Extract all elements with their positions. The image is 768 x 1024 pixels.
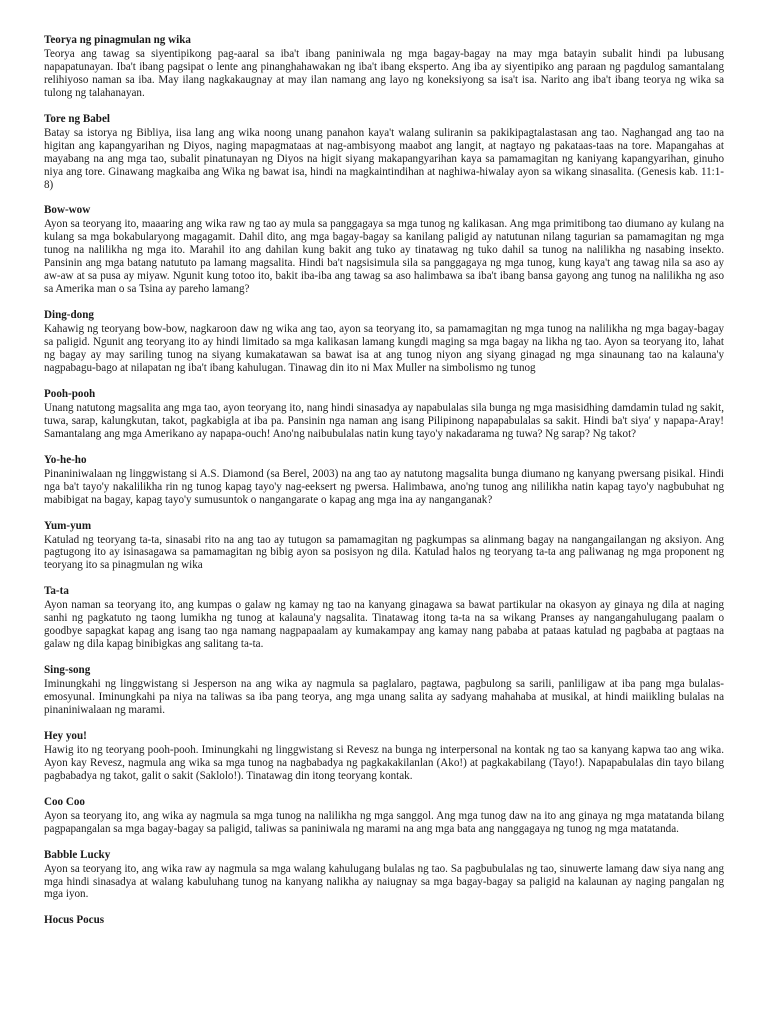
section-heading: Tore ng Babel	[44, 112, 110, 125]
section-hey-you	[44, 730, 724, 783]
section-tore-ng-babel	[44, 113, 724, 192]
section-heading: Coo Coo	[44, 795, 85, 808]
section-body: Iminungkahi ng linggwistang si Jesperson na ang wika ay nagmula sa paglalaro, pagtawa, pagbulong sa sarili, panliligaw at iba pang mga bulalas-emosyunal. Iminungkahi pa niya na taliwas sa iba pang teorya, ang mga unang salita ay sadyang mahahaba at musikal, at hindi maiikling bulalas na pinaniniwalaan ng marami.	[44, 678, 724, 716]
section-pooh-pooh	[44, 388, 724, 441]
section-heading: Yo-he-ho	[44, 453, 87, 466]
section-ding-dong	[44, 309, 724, 375]
section-yo-he-ho	[44, 454, 724, 507]
section-heading: Sing-song	[44, 664, 91, 677]
section-ta-ta	[44, 585, 724, 651]
section-body: Teorya ang tawag sa siyentipikong pag-aaral sa iba't ibang paniniwala ng mga bagay-bagay na may mga batayin subalit hindi pa lubusang napapatunayan. Iba't ibang pagsipat o lente ang pinanghahawakan ng iba't ibang eksperto. Ang iba ay siyentipiko ang paraan ng pagdulog samantalang relihiyoso naman sa iba. May ilang nagkakaugnay at may ilan namang ang layo ng koneksiyong sa isa't isa. Narito ang iba't ibang teorya ng wika sa tulong ng talahanayan.	[44, 47, 724, 99]
section-body: Hawig ito ng teoryang pooh-pooh. Iminungkahi ng linggwistang si Revesz na bunga ng interpersonal na kontak ng tao sa kanyang kapwa tao ang wika. Ayon kay Revesz, nagmula ang wika sa mga tunog na nagbabadya ng pagkakakilanlan (Ako!) at pagkakabilang (Tayo!). Napapabulalas din tayo bilang pagbabadya ng takot, galit o sakit (Saklolo!). Tinatawag din itong teoryang kontak.	[44, 743, 724, 782]
section-body: Unang natutong magsalita ang mga tao, ayon teoryang ito, nang hindi sinasadya ay napabulalas sila bunga ng mga masisidhing damdamin tulad ng sakit, tuwa, sarap, kalungkutan, takot, pagkabigla at iba pa. Pansinin nga naman ang isang Pilipinong napapabulalas sa sakit. Hindi ba't siya' y napapa-Aray! Samantalang ang mga Amerikano ay napapa-ouch! Ano'ng naibubulalas natin kung tayo'y nakadarama ng tuwa? Ng sarap? Ng takot?	[44, 401, 724, 440]
section-body: Kahawig ng teoryang bow-bow, nagkaroon daw ng wika ang tao, ayon sa teoryang ito, sa pamamagitan ng mga tunog na nalilikha ng mga bagay-bagay sa paligid. Ngunit ang teoryang ito ay hindi limitado sa mga kalikasan lamang kungdi maging sa mga bagay na likha ng tao. Ayon sa teoryang ito, lahat ng bagay ay may sariling tunog na siyang kumakatawan sa bawat isa at ang tunog niyon ang siyang ginagad ng mga sinaunang tao na kalauna'y nagpabagu-bago at nilapatan ng iba't ibang kahulugan. Tinawag din ito ni Max Muller na simbolismo ng tunog	[44, 323, 724, 374]
section-body: Batay sa istorya ng Bibliya, iisa lang ang wika noong unang panahon kaya't walang suliranin sa pakikipagtalastasan ang tao. Naghangad ang tao na higitan ang kapangyarihan ng Diyos, naging mapagmataas at nag-ambisyong maabot ang langit, at nagtayo ng pakataas-taas na tore. Mapangahas at mayabang na ang mga tao, subalit pinatunayan ng Diyos na higit siyang makapangyarihan kaya sa pamamagitan ng kaniyang kapangyarihan, ginuho niya ang tore. Ginawang magkaiba ang Wika ng bawat isa, hindi na magkaintindihan at naghiwa-hiwalay ayon sa wikang sinasalita. (Genesis kab. 11:1-8)	[44, 126, 724, 191]
section-yum-yum	[44, 520, 724, 573]
section-body: Ayon sa teoryang ito, maaaring ang wika raw ng tao ay mula sa panggagaya sa mga tunog ng kalikasan. Ang mga primitibong tao diumano ay kulang na kulang sa mga bokabularyong magagamit. Dahil dito, ang mga bagay-bagay sa kanilang paligid ay natutunan nilang tagurian sa pamamagitan ng mga tunog na nalilikha ng mga ito. Marahil ito ang dahilan kung bakit ang tuko ay tinatawag ng tuko dahil sa tunog na nalilikha ng nasabing insekto. Pansinin ang mga batang natututo pa lamang magsalita. Hindi ba't nagsisimula sila sa panggagaya ng mga tunog, kung kaya't ang tawag nila sa aso ay aw-aw at sa pusa ay miyaw. Ngunit kung totoo ito, bakit iba-iba ang tawag sa aso halimbawa sa iba't ibang bansa gayong ang tunog na nalilikha ng aso sa Amerika man o sa Tsina ay pareho lamang?	[44, 218, 724, 296]
section-heading: Bow-wow	[44, 204, 91, 217]
section-hocus-pocus	[44, 914, 724, 927]
section-heading: Hey you!	[44, 729, 87, 742]
section-teorya	[44, 34, 724, 100]
section-heading: Ta-ta	[44, 585, 69, 598]
section-body: Ayon naman sa teoryang ito, ang kumpas o galaw ng kamay ng tao na kanyang ginagawa sa bawat partikular na okasyon ay ginaya ng dila at naging sanhi ng pagkatuto ng taong lumikha ng tunog at kalauna'y nagsalita. Tinatawag itong ta-ta na sa wikang Pranses ay nangangahulugang paalam o goodbye sapagkat kapag ang isang tao nga namang nagpapaalam ay kumakampay ang kamay nang pababa at pataas katulad ng pagbaba at pagtaas na galaw ng dila kapag binibigkas ang salitang ta-ta.	[44, 599, 724, 651]
section-heading: Pooh-pooh	[44, 387, 96, 400]
section-babble-lucky	[44, 849, 724, 902]
section-coo-coo	[44, 796, 724, 836]
section-heading: Yum-yum	[44, 519, 92, 532]
section-body: Ayon sa teoryang ito, ang wika raw ay nagmula sa mga walang kahulugang bulalas ng tao. Sa pagbubulalas ng tao, sinuwerte lamang daw siya nang ang mga hindi sinasadya at walang kabuluhang tunog na kanyang nalikha ay naiugnay sa mga bagay-bagay sa paligid na kalaunan ay naging pangalan ng mga iyon.	[44, 862, 724, 901]
section-heading: Teorya ng pinagmulan ng wika	[44, 34, 191, 46]
section-heading: Ding-dong	[44, 309, 94, 322]
section-bow-wow	[44, 204, 724, 296]
section-body: Pinaniniwalaan ng linggwistang si A.S. Diamond (sa Berel, 2003) na ang tao ay natutong magsalita bunga diumano ng kanyang pwersang pisikal. Hindi nga ba't tayo'y nakalilikha rin ng tunog kapag tayo'y nag-eeksert ng pwersa. Halimbawa, ano'ng tunog ang nililikha natin kapag tayo'y nagbubuhat ng mabibigat na bagay, kapag tayo'y sumusuntok o nangangarate o kapag ang mga ina ay nanganganak?	[44, 467, 724, 506]
section-sing-song	[44, 664, 724, 717]
section-body: Katulad ng teoryang ta-ta, sinasabi rito na ang tao ay tutugon sa pamamagitan ng pagkumpas sa alinmang bagay na nangangailangan ng aksiyon. Ang pagtugong ito ay isinasagawa sa pamamagitan ng bibig ayon sa posisyon ng dila. Katulad halos ng teoryang ta-ta ang paliwanag ng mga proponent ng teoryang ito sa pinagmulan ng wika	[44, 533, 724, 572]
section-heading: Hocus Pocus	[44, 914, 105, 927]
section-body: Ayon sa teoryang ito, ang wika ay nagmula sa mga tunog na nalilikha ng mga sanggol. Ang mga tunog daw na ito ang ginaya ng mga matatanda bilang pagpapangalan sa mga bagay-bagay sa paligid, taliwas sa paniniwala ng marami na ang mga bata ang nanggagaya ng tunog ng mga matatanda.	[44, 809, 724, 835]
document-page	[44, 34, 724, 940]
section-heading: Babble Lucky	[44, 848, 111, 861]
